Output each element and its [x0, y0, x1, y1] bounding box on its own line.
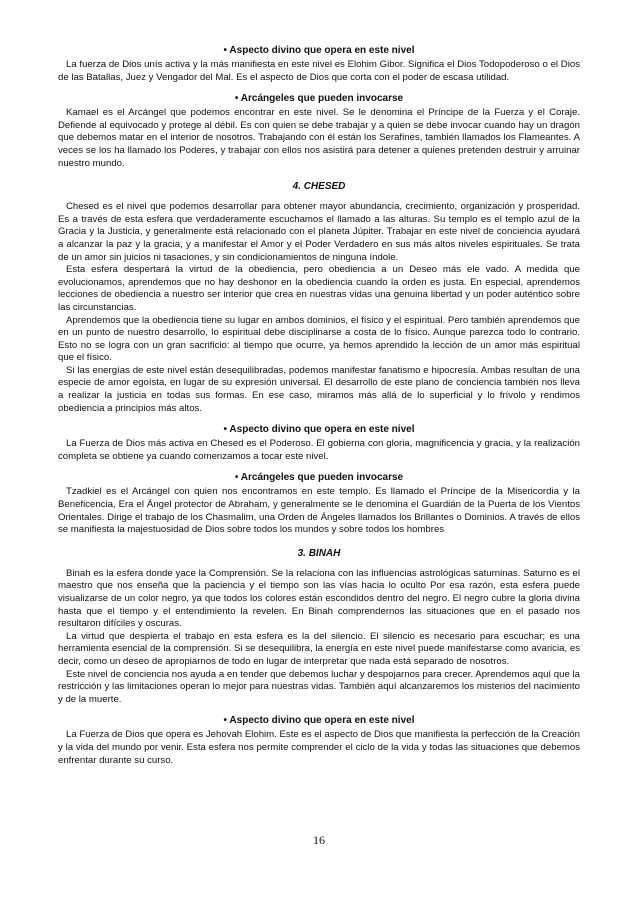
- section-title: 3. BINAH: [297, 547, 341, 559]
- subsection-heading: • Arcángeles que pueden invocarse: [234, 472, 404, 484]
- paragraph: La virtud que despierta el trabajo en esta esfera es la del silencio. El silencio es necesario para escuchar; es una herramienta esencial de la comprensión. Si se desequilibra, la energía en este nivel puede manifestarse como avaricia, es decir, como un deseo de apropiarnos de todo en lugar de interpretar que nada está separado de nosotros.: [58, 630, 580, 667]
- paragraph: Este nivel de conciencia nos ayuda a en tender que debemos luchar y despojarnos para crecer. Aprendemos aquí que la restricción y las limitaciones operan lo mejor para nuestras vidas. También aquí alcanzaremos los misterios del nacimiento y de la muerte.: [58, 668, 580, 705]
- section-title: 4. CHESED: [292, 181, 346, 193]
- paragraph: La Fuerza de Dios que opera es Jehovah Elohim. Este es el aspecto de Dios que manifiesta la perfección de la Creación y la vida del mundo por venir. Esta esfera nos permite comprender el ciclo de la vida y todas las situaciones que debemos enfrentar durante su curso.: [58, 729, 580, 766]
- page-number: 16: [313, 833, 325, 847]
- paragraph: Si las energías de este nivel están desequilibradas, podemos manifestar fanatismo e hipocresía. Ambas resultan de una especie de amor egoísta, en lugar de su expresión universal. El desarrollo de este plano de conciencia también nos lleva a realizar la justicia en todas sus formas. En ese caso, miramos más allá de lo superficial y lo frívolo y rendimos obediencia a principios más altos.: [58, 364, 580, 414]
- subsection-heading: • Arcángeles que pueden invocarse: [234, 93, 404, 105]
- paragraph: La fuerza de Dios unís activa y la más manifiesta en este nivel es Elohim Gibor. Significa el Dios Todopoderoso o el Dios de las Batallas, Juez y Vengador del Mal. Es el aspecto de Dios que corta con el poder de escasa utilidad.: [58, 59, 580, 83]
- document-body: [58, 44, 580, 767]
- paragraph: Aprendemos que la obediencia tiene su lugar en ambos dominios, el físico y el espiritual. Pero también aprendemos que en un punto de nuestro desarrollo, lo espiritual debe disciplinarse a costa de lo físico. Aunque parezca todo lo contrario. Esto no se logra con un gran sacrificio: al tiempo que ocurre, ya hemos aprendido la lección de un amor más espiritual que el físico.: [58, 314, 580, 364]
- paragraph: La Fuerza de Dios más activa en Chesed es el Poderoso. El gobierna con gloria, magnificencia y gracia, y la realización completa se obtiene ya cuando comenzamos a tocar este nivel.: [58, 438, 580, 462]
- paragraph: Kamael es el Arcángel que podemos encontrar en este nivel. Se le denomina el Príncipe de la Fuerza y el Coraje. Defiende al equivocado y protege al débil. Es con quien se debe trabajar y a quien se debe invocar cuando hay un dragón que debemos matar en el interior de nosotros. Trabajando con él están los Serafines, también llamados los Flameantes. A veces se los ha llamado los Poderes, y trabajar con ellos nos asistirá para detener a quienes pretenden destruir y arruinar nuestro mundo.: [58, 107, 580, 169]
- subsection-heading: • Aspecto divino que opera en este nivel: [223, 424, 415, 436]
- paragraph: Esta esfera despertará la virtud de la obediencia, pero obediencia a un Deseo más ele vado. A medida que evolucionamos, aprendemos que no hay deshonor en la obediencia cuando la orden es justa. En especial, aprendemos lecciones de obediencia a nuestro ser interior que crea en nuestras vidas una genuina libertad y un poder auténtico sobre las circunstancias.: [58, 264, 580, 313]
- paragraph: Chesed es el nivel que podemos desarrollar para obtener mayor abundancia, crecimiento, organización y prosperidad. Es a través de esta esfera que verdaderamente escuchamos el llamado a las alturas. Su templo es el templo azul de la Gracia y la Justicia, y generalmente está relacionado con el planeta Júpiter. Trabajar en este nivel de conciencia ayudará a alcanzar la paz y la gracia, y a manifestar el Amor y el Poder Verdadero en sus más altos niveles espirituales. Se trata de un amor sin juicios ni tasaciones, y sin condicionamientos de ninguna índole.: [58, 201, 580, 263]
- subsection-heading: • Aspecto divino que opera en este nivel: [223, 715, 415, 727]
- paragraph: Binah es la esfera donde yace la Comprensión. Se la relaciona con las influencias astrológicas saturninas. Saturno es el maestro que nos enseña que la paciencia y el tiempo son las vías hacia lo oculto Por esa razón, esta esfera puede visualizarse de un color negro, ya que todos los colores están escondidos dentro del negro. El negro cubre la gloria divina hasta que el tiempo y el entendimiento la revelen. En Binah comprendernos las situaciones que en el pasado nos resultaron difíciles y oscuras.: [58, 567, 580, 630]
- paragraph: Tzadkiel es el Arcángel con quien nos encontramos en este templo. Es llamado el Príncipe de la Misericordia y la Beneficencia, Era el Ángel protector de Abraham, y generalmente se le denomina el Guardián de la Puerta de los Vientos Orientales. Dirige el trabajo de los Chasmalim, una Orden de Ángeles llamados los Brillantes o Dominios. A través de ellos se manifiesta la majestuosidad de Dios sobre todos los mundos y sobre todos los hombres: [58, 486, 580, 536]
- subsection-heading: • Aspecto divino que opera en este nivel: [223, 45, 415, 56]
